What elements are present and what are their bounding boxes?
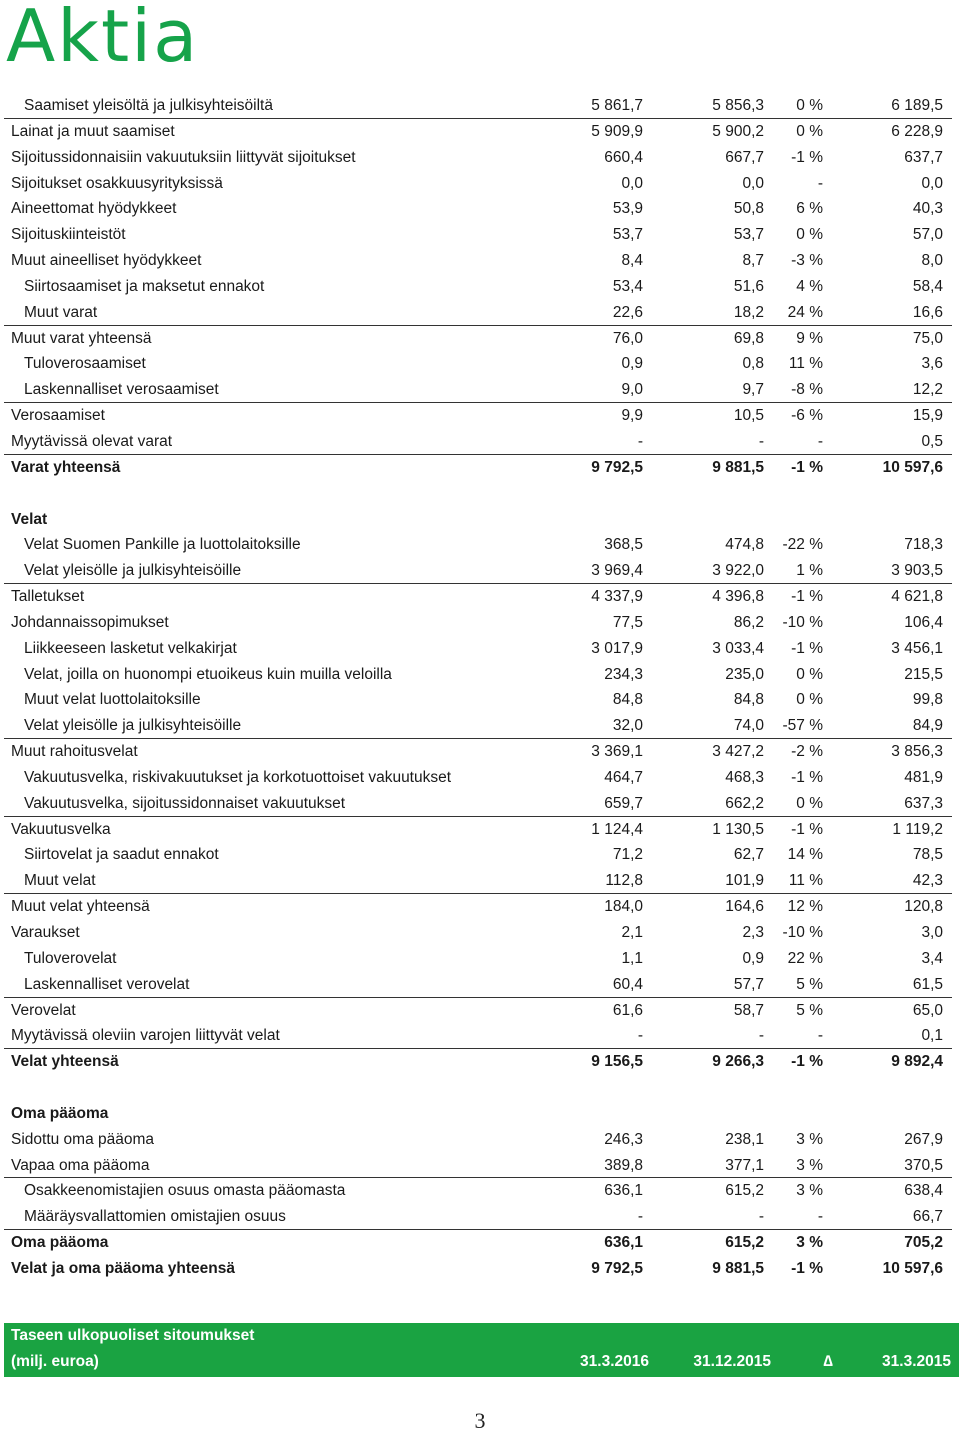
value-change: 0 %: [796, 794, 823, 812]
value-2016-q1: -: [637, 1027, 643, 1045]
value-2015-q1: 637,7: [904, 148, 943, 166]
value-2015-q1: 267,9: [904, 1130, 943, 1148]
row-label: Laskennalliset verosaamiset: [24, 381, 219, 399]
value-2016-q1: 2,1: [621, 924, 643, 941]
value-change: 3 %: [796, 1182, 823, 1200]
table-row: [4, 481, 952, 507]
table-row: [4, 300, 952, 326]
value-2015-12: 9 881,5: [712, 458, 764, 476]
table-row: [4, 636, 952, 662]
value-2016-q1: 0,9: [621, 355, 643, 373]
unit-label: (milj. euroa): [11, 1353, 99, 1370]
value-2015-q1: 705,2: [904, 1234, 943, 1252]
row-label: Velat yhteensä: [11, 1053, 119, 1071]
value-change: 24 %: [787, 303, 823, 321]
value-2016-q1: 8,4: [621, 252, 643, 270]
value-change: 0 %: [796, 122, 823, 140]
value-2015-q1: 75,0: [912, 329, 943, 347]
table-row: [4, 1127, 952, 1153]
row-label: Verosaamiset: [11, 407, 105, 425]
value-change: -1 %: [791, 768, 823, 786]
value-2015-q1: 9 892,4: [891, 1053, 943, 1071]
value-change: 0 %: [796, 665, 823, 683]
row-label: Laskennalliset verovelat: [24, 975, 190, 993]
value-2015-q1: 4 621,8: [891, 588, 943, 606]
value-change: -1 %: [791, 820, 823, 838]
table-row: [4, 817, 952, 843]
row-label: Vapaa oma pääoma: [11, 1156, 150, 1174]
table-row: [4, 972, 952, 998]
value-2016-q1: 1 124,4: [591, 820, 643, 838]
value-change: -1 %: [791, 458, 823, 476]
value-2015-q1: 3,4: [921, 949, 943, 967]
value-2015-12: 57,7: [733, 975, 764, 993]
value-change: -: [817, 1027, 823, 1045]
value-change: -1 %: [791, 1259, 823, 1277]
row-label: Velat yleisölle ja julkisyhteisöille: [24, 562, 242, 580]
row-label: Oma pääoma: [11, 1234, 109, 1252]
value-2016-q1: 389,8: [604, 1156, 643, 1174]
row-label: Liikkeeseen lasketut velkakirjat: [24, 639, 237, 657]
table-row: [4, 507, 952, 533]
value-2016-q1: 3 969,4: [591, 562, 643, 580]
column-header-2: 31.12.2015: [693, 1353, 771, 1370]
column-header-delta: ∆: [823, 1353, 833, 1370]
table-row: [4, 1049, 952, 1075]
value-2015-q1: 16,6: [912, 303, 943, 321]
value-2016-q1: 5 909,9: [591, 122, 643, 140]
row-label: Sijoituskiinteistöt: [11, 226, 126, 244]
row-label: Oma pääoma: [11, 1104, 109, 1122]
value-2016-q1: 53,7: [612, 226, 643, 244]
table-row: [4, 455, 952, 481]
value-2015-12: 86,2: [733, 613, 764, 631]
value-2015-q1: 66,7: [912, 1208, 943, 1226]
value-2016-q1: 53,9: [612, 200, 643, 218]
value-change: 14 %: [787, 846, 823, 864]
value-change: 0 %: [796, 226, 823, 244]
table-row: [4, 946, 952, 972]
value-2015-12: 101,9: [725, 872, 764, 890]
value-change: -3 %: [791, 252, 823, 270]
value-2016-q1: 76,0: [612, 329, 643, 347]
value-2016-q1: 234,3: [604, 665, 643, 683]
value-2016-q1: 60,4: [612, 975, 643, 993]
value-2015-12: 1 130,5: [712, 820, 764, 838]
row-label: Lainat ja muut saamiset: [11, 122, 175, 140]
value-2015-q1: 370,5: [904, 1156, 943, 1174]
row-label: Siirtovelat ja saadut ennakot: [24, 846, 219, 864]
value-2015-q1: 58,4: [912, 277, 943, 295]
row-label: Muut varat yhteensä: [11, 329, 152, 347]
value-2016-q1: 9,9: [621, 407, 643, 425]
value-2015-q1: 78,5: [912, 846, 943, 864]
row-label: Talletukset: [11, 588, 85, 606]
value-2015-q1: 42,3: [912, 872, 943, 890]
table-row: [4, 1178, 952, 1204]
value-2015-q1: 0,0: [921, 174, 943, 192]
table-row: [4, 248, 952, 274]
value-change: -8 %: [791, 381, 823, 399]
value-2015-q1: 12,2: [912, 381, 943, 399]
value-2015-q1: 3 856,3: [891, 743, 943, 761]
value-change: 5 %: [796, 975, 823, 993]
value-2016-q1: 0,0: [621, 174, 643, 192]
value-2015-12: 615,2: [725, 1182, 764, 1200]
table-row: [4, 558, 952, 584]
value-2015-12: 51,6: [733, 277, 764, 295]
value-2016-q1: -: [637, 432, 643, 450]
value-2015-12: 0,8: [742, 355, 764, 373]
value-change: -1 %: [791, 1053, 823, 1071]
value-change: 11 %: [788, 355, 823, 373]
row-label: Muut velat: [24, 872, 96, 890]
value-2016-q1: 84,8: [612, 691, 643, 709]
row-label: Johdannaissopimukset: [11, 613, 169, 631]
value-2016-q1: 368,5: [604, 536, 643, 554]
value-2015-12: 662,2: [725, 794, 764, 812]
table-row: [4, 610, 952, 636]
value-2015-12: 84,8: [733, 691, 764, 709]
table-row: [4, 196, 952, 222]
value-2015-12: 69,8: [733, 329, 764, 347]
value-2016-q1: 184,0: [604, 898, 643, 916]
value-2015-q1: 3,0: [921, 924, 943, 941]
value-change: -10 %: [782, 924, 823, 941]
row-label: Varaukset: [11, 924, 80, 941]
value-2015-q1: 3 903,5: [891, 562, 943, 580]
off-balance-title: Taseen ulkopuoliset sitoumukset: [11, 1327, 255, 1344]
value-2016-q1: 112,8: [605, 872, 643, 890]
value-change: 11 %: [788, 872, 823, 890]
value-2016-q1: 32,0: [612, 717, 643, 735]
table-row: [4, 145, 952, 171]
value-change: 6 %: [796, 200, 823, 218]
value-2015-12: 4 396,8: [712, 588, 764, 606]
row-label: Myytävissä olevat varat: [11, 432, 173, 450]
value-2016-q1: 246,3: [604, 1130, 643, 1148]
row-label: Velat Suomen Pankille ja luottolaitoksille: [24, 536, 301, 554]
row-label: Sijoitukset osakkuusyrityksissä: [11, 174, 223, 192]
row-label: Tuloverosaamiset: [24, 355, 146, 373]
table-row: [4, 584, 952, 610]
value-2015-q1: 65,0: [912, 1001, 943, 1019]
balance-sheet-table: [4, 93, 952, 1282]
value-2016-q1: 3 017,9: [591, 639, 643, 657]
value-change: 22 %: [787, 949, 823, 967]
value-2015-12: 667,7: [725, 148, 764, 166]
row-label: Sidottu oma pääoma: [11, 1130, 155, 1148]
row-label: Velat ja oma pääoma yhteensä: [11, 1259, 235, 1277]
value-2015-q1: 57,0: [912, 226, 943, 244]
value-2015-12: 238,1: [725, 1130, 764, 1148]
table-row: [4, 1075, 952, 1101]
row-label: Saamiset yleisöltä ja julkisyhteisöiltä: [24, 97, 273, 114]
value-2015-12: 2,3: [742, 924, 764, 941]
value-2015-12: -: [758, 1208, 764, 1226]
off-balance-header: [4, 1323, 959, 1377]
row-label: Aineettomat hyödykkeet: [11, 200, 177, 218]
table-row: [4, 894, 952, 920]
value-2015-q1: 10 597,6: [882, 458, 943, 476]
value-2015-q1: 215,5: [904, 665, 943, 683]
table-row: [4, 93, 952, 119]
value-2015-12: 474,8: [725, 536, 764, 554]
value-2016-q1: 659,7: [604, 794, 643, 812]
value-change: -1 %: [791, 639, 823, 657]
table-row: [4, 403, 952, 429]
value-change: 3 %: [796, 1156, 823, 1174]
value-change: -57 %: [782, 717, 823, 735]
value-2015-q1: 0,1: [921, 1027, 943, 1045]
value-change: -1 %: [791, 148, 823, 166]
row-label: Muut velat yhteensä: [11, 898, 150, 916]
value-2015-12: 53,7: [733, 226, 764, 244]
value-change: 5 %: [796, 1001, 823, 1019]
table-row: [4, 791, 952, 817]
value-2015-q1: 10 597,6: [882, 1259, 943, 1277]
value-2015-q1: 1 119,2: [892, 820, 943, 838]
table-row: [4, 713, 952, 739]
value-2016-q1: 3 369,1: [591, 743, 643, 761]
table-row: [4, 765, 952, 791]
value-2015-q1: 638,4: [904, 1182, 943, 1200]
row-label: Osakkeenomistajien osuus omasta pääomasta: [24, 1182, 346, 1200]
value-2015-12: 0,0: [742, 174, 764, 192]
value-2016-q1: 4 337,9: [591, 588, 643, 606]
value-change: -: [817, 1208, 823, 1226]
value-2015-12: 8,7: [742, 252, 764, 270]
table-row: [4, 222, 952, 248]
value-2015-q1: 3 456,1: [891, 639, 943, 657]
value-change: -: [817, 174, 823, 192]
value-2015-12: -: [758, 1027, 764, 1045]
value-change: 12 %: [787, 898, 823, 916]
table-row: [4, 998, 952, 1024]
value-change: -: [817, 432, 823, 450]
value-2015-12: 5 900,2: [712, 122, 764, 140]
value-2015-12: 377,1: [725, 1156, 764, 1174]
value-2016-q1: 660,4: [604, 148, 643, 166]
value-2015-q1: 15,9: [912, 407, 943, 425]
value-change: 0 %: [796, 97, 823, 114]
row-label: Velat yleisölle ja julkisyhteisöille: [24, 717, 242, 735]
row-label: Määräysvallattomien omistajien osuus: [24, 1208, 286, 1226]
value-2015-q1: 8,0: [921, 252, 943, 270]
column-header-4: 31.3.2015: [882, 1353, 951, 1370]
value-2016-q1: 5 861,7: [591, 97, 643, 114]
value-2016-q1: 9 792,5: [591, 458, 643, 476]
value-2016-q1: 61,6: [612, 1001, 643, 1019]
aktia-logo: Aktia: [6, 0, 200, 78]
value-2015-q1: 481,9: [904, 768, 943, 786]
value-change: 1 %: [796, 562, 823, 580]
value-2015-12: 5 856,3: [712, 97, 764, 114]
table-row: [4, 842, 952, 868]
value-change: 4 %: [796, 277, 823, 295]
value-2016-q1: 636,1: [604, 1234, 643, 1252]
value-2016-q1: 9 156,5: [591, 1053, 643, 1071]
value-2016-q1: 1,1: [621, 949, 643, 967]
row-label: Muut rahoitusvelat: [11, 743, 138, 761]
value-2015-12: 235,0: [725, 665, 764, 683]
value-2016-q1: 53,4: [612, 277, 643, 295]
row-label: Sijoitussidonnaisiin vakuutuksiin liittyvät sijoitukset: [11, 148, 356, 166]
table-row: [4, 171, 952, 197]
value-2015-12: 18,2: [733, 303, 764, 321]
table-row: [4, 1256, 952, 1282]
value-2015-q1: 637,3: [904, 794, 943, 812]
value-change: -22 %: [782, 536, 823, 554]
value-2015-q1: 3,6: [921, 355, 943, 373]
value-2015-12: 164,6: [725, 898, 764, 916]
row-label: Varat yhteensä: [11, 458, 121, 476]
value-2016-q1: 71,2: [612, 846, 643, 864]
value-2015-q1: 99,8: [912, 691, 943, 709]
row-label: Tuloverovelat: [24, 949, 117, 967]
table-row: [4, 119, 952, 145]
value-2016-q1: -: [637, 1208, 643, 1226]
table-row: [4, 739, 952, 765]
value-change: 3 %: [796, 1130, 823, 1148]
table-row: [4, 351, 952, 377]
value-change: -1 %: [791, 588, 823, 606]
row-label: Myytävissä oleviin varojen liittyvät velat: [11, 1027, 280, 1045]
table-row: [4, 429, 952, 455]
value-change: -2 %: [791, 743, 823, 761]
value-2015-q1: 718,3: [904, 536, 943, 554]
value-2015-q1: 120,8: [904, 898, 943, 916]
table-row: [4, 532, 952, 558]
table-row: [4, 687, 952, 713]
column-header-1: 31.3.2016: [580, 1353, 649, 1370]
value-change: 9 %: [796, 329, 823, 347]
table-row: [4, 868, 952, 894]
value-2015-12: 3 033,4: [712, 639, 764, 657]
table-row: [4, 1101, 952, 1127]
value-2015-q1: 6 228,9: [891, 122, 943, 140]
row-label: Velat: [11, 510, 48, 528]
value-2015-12: 58,7: [733, 1001, 764, 1019]
table-row: [4, 1023, 952, 1049]
value-2016-q1: 22,6: [612, 303, 643, 321]
table-row: [4, 377, 952, 403]
value-change: 0 %: [796, 691, 823, 709]
value-2015-12: 3 922,0: [712, 562, 764, 580]
value-2015-12: 9,7: [742, 381, 764, 399]
row-label: Vakuutusvelka: [11, 820, 111, 838]
value-change: -6 %: [791, 407, 823, 425]
value-2015-q1: 106,4: [904, 613, 943, 631]
value-2015-q1: 6 189,5: [891, 97, 943, 114]
row-label: Vakuutusvelka, riskivakuutukset ja korkotuottoiset vakuutukset: [24, 768, 452, 786]
table-row: [4, 1153, 952, 1179]
table-row: [4, 662, 952, 688]
value-2016-q1: 636,1: [604, 1182, 643, 1200]
value-2015-q1: 61,5: [912, 975, 943, 993]
table-row: [4, 1204, 952, 1230]
value-2015-q1: 0,5: [921, 432, 943, 450]
value-change: -10 %: [782, 613, 823, 631]
table-row: [4, 920, 952, 946]
row-label: Verovelat: [11, 1001, 76, 1019]
row-label: Siirtosaamiset ja maksetut ennakot: [24, 277, 265, 295]
row-label: Muut varat: [24, 303, 98, 321]
row-label: Muut aineelliset hyödykkeet: [11, 252, 202, 270]
value-2015-12: 10,5: [733, 407, 764, 425]
table-row: [4, 1230, 952, 1256]
value-2016-q1: 464,7: [604, 768, 643, 786]
value-change: 3 %: [796, 1234, 823, 1252]
value-2015-12: 0,9: [742, 949, 764, 967]
value-2015-q1: 40,3: [912, 200, 943, 218]
row-label: Velat, joilla on huonompi etuoikeus kuin muilla veloilla: [24, 665, 392, 683]
value-2015-12: -: [758, 432, 764, 450]
value-2015-12: 3 427,2: [712, 743, 764, 761]
value-2015-12: 9 266,3: [712, 1053, 764, 1071]
value-2016-q1: 9,0: [621, 381, 643, 399]
value-2015-q1: 84,9: [912, 717, 943, 735]
value-2015-12: 468,3: [725, 768, 764, 786]
value-2015-12: 62,7: [733, 846, 764, 864]
table-row: [4, 326, 952, 352]
row-label: Muut velat luottolaitoksille: [24, 691, 201, 709]
value-2016-q1: 77,5: [612, 613, 643, 631]
row-label: Vakuutusvelka, sijoitussidonnaiset vakuutukset: [24, 794, 346, 812]
value-2015-12: 9 881,5: [712, 1259, 764, 1277]
page-number: 3: [474, 1408, 486, 1433]
value-2015-12: 74,0: [733, 717, 764, 735]
value-2015-12: 50,8: [733, 200, 764, 218]
value-2015-12: 615,2: [725, 1234, 764, 1252]
value-2016-q1: 9 792,5: [591, 1259, 643, 1277]
table-row: [4, 274, 952, 300]
